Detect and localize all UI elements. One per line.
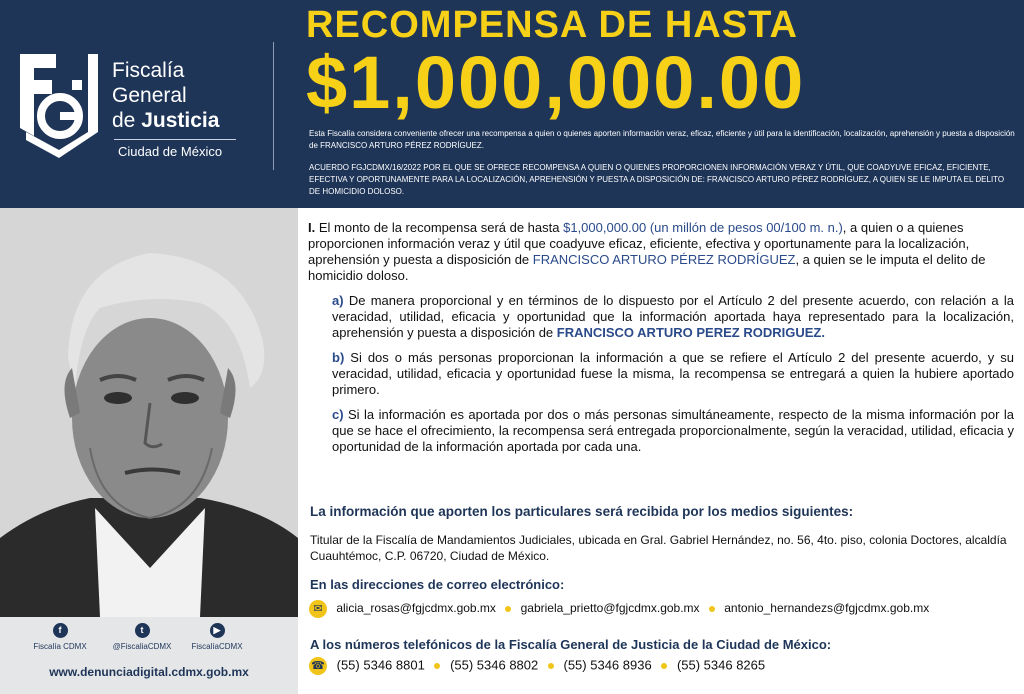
suspect-photo [0, 208, 298, 617]
youtube-icon: ▶ [210, 623, 225, 638]
clause-a: a) De manera proporcional y en términos de lo dispuesto por el Artículo 2 del presente acuerdo, con relación a la veracidad, utilidad, eficacia y oportunidad que la información aportada haya representado para la localización, aprehensión y puesta a disposición de FRANCISCO ARTURO PEREZ RODRIGUEZ. [332, 293, 1014, 340]
header-paragraph: Esta Fiscalía considera conveniente ofrecer una recompensa a quien o quienes aporten información veraz, eficaz, eficiente y útil para la identificación, localización, aprehensión y puesta a disposición de FRANCISCO ARTURO PÉREZ RODRÍGUEZ. [309, 129, 1015, 150]
logo-text [112, 58, 236, 159]
envelope-icon: ✉ [309, 600, 327, 618]
logo-line-cdmx: Ciudad de México [118, 144, 223, 159]
social-facebook[interactable] [15, 623, 105, 651]
paragraph-i: I. El monto de la recompensa será de hasta $1,000,000.00 (un millón de pesos 00/100 m. n.), a quien o a quienes proporcionen información veraz y útil que coadyuve eficaz, eficiente, efectiva y oportunamente para la localización, aprehensión y puesta a disposición de FRANCISCO ARTURO PÉREZ RODRÍGUEZ, a quien se le imputa el delito de homicidio doloso. [308, 220, 986, 283]
twitter-icon: t [135, 623, 150, 638]
phone-row [309, 657, 765, 675]
phone-heading: A los números telefónicos de la Fiscalía General de Justicia de la Ciudad de México: [310, 637, 832, 652]
clause-c: c) Si la información es aportada por dos o más personas simultáneamente, respecto de la misma información por la que se hace el ofrecimiento, la recompensa será entregada proporcionalmente, según la veracidad, utilidad, eficacia y oportunidad de la información aportada por cada una. [332, 407, 1014, 454]
header-banner [0, 0, 1024, 208]
header-agreement: ACUERDO FGJCDMX/16/2022 POR EL QUE SE OFRECE RECOMPENSA A QUIEN O QUIENES PROPORCIONEN INFORMACIÓN VERAZ Y ÚTIL, QUE COADYUVE EFICAZ, EFICIENTE, EFECTIVA Y OPORTUNAMENTE PARA LA LOCALIZACIÓN, APREHENSIÓN Y PUESTA A DISPOSICIÓN DE: FRANCISCO ARTURO PÉREZ RODRÍGUEZ, A QUIEN SE LE IMPUTA EL DELITO DE HOMICIDIO DOLOSO. [309, 163, 1005, 196]
bullet-dot [505, 606, 511, 612]
info-heading: La información que aporten los particulares será recibida por los medios siguientes: [310, 504, 854, 519]
title-amount: $1,000,000.00 [306, 41, 806, 124]
email-link[interactable]: gabriela_prietto@fgjcdmx.gob.mx [520, 601, 700, 616]
portrait-illustration [0, 208, 298, 617]
facebook-icon: f [53, 623, 68, 638]
fgj-logo-icon [16, 50, 102, 162]
phone-icon: ☎ [309, 657, 327, 675]
bullet-dot [661, 663, 667, 669]
bullet-dot [709, 606, 715, 612]
twitter-label: @FiscaliaCDMX [112, 642, 172, 651]
title-recompensa: RECOMPENSA DE HASTA [306, 4, 798, 46]
phone-number[interactable]: (55) 5346 8265 [676, 657, 766, 673]
youtube-label: FiscalíaCDMX [191, 642, 243, 651]
email-link[interactable]: alicia_rosas@fgjcdmx.gob.mx [336, 601, 496, 616]
phone-number[interactable]: (55) 5346 8802 [450, 657, 539, 673]
logo-line-fiscalia: Fiscalía [112, 59, 185, 82]
phone-number[interactable]: (55) 5346 8801 [336, 657, 425, 673]
social-footer [0, 617, 298, 694]
phone-number[interactable]: (55) 5346 8936 [563, 657, 652, 673]
logo-line-justicia: de Justicia [112, 109, 220, 132]
bullet-dot [548, 663, 554, 669]
bullet-dot [434, 663, 440, 669]
logo-rule [114, 139, 236, 140]
facebook-label: Fiscalía CDMX [33, 642, 87, 651]
info-address: Titular de la Fiscalía de Mandamientos Judiciales, ubicada en Gral. Gabriel Hernández, no. 56, 4to. piso, colonia Doctores, alcaldía Cuauhtémoc, C.P. 06720, Ciudad de México. [310, 533, 1007, 563]
main-text [308, 220, 1014, 455]
clause-b: b) Si dos o más personas proporcionan la información a que se refiere el Artículo 2 del presente acuerdo, y su veracidad, utilidad, eficacia y oportunidad fuese la misma, la recompensa se entregará a quien la hubiere aportado primero. [332, 350, 1014, 397]
email-row [309, 600, 929, 618]
website-link[interactable]: www.denunciadigital.cdmx.gob.mx [49, 665, 249, 679]
logo-line-general: General [112, 84, 187, 107]
email-heading: En las direcciones de correo electrónico: [310, 577, 565, 592]
header-divider [273, 42, 274, 170]
email-link[interactable]: antonio_hernandezs@fgjcdmx.gob.mx [724, 601, 930, 616]
social-youtube[interactable] [172, 623, 262, 651]
